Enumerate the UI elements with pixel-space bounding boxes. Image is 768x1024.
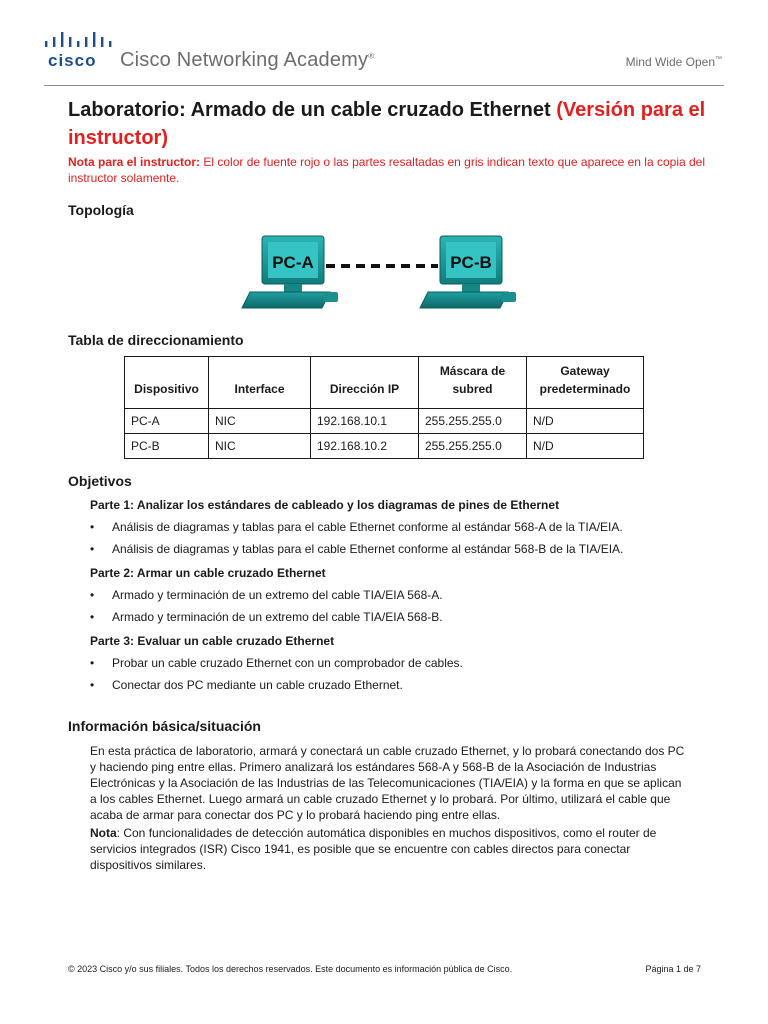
table-header: Dirección IP xyxy=(311,357,419,409)
table-header: Máscara de subred xyxy=(419,357,527,409)
table-row xyxy=(125,409,644,434)
pc-b-label: PC-B xyxy=(450,253,492,272)
table-cell: N/D xyxy=(527,409,644,434)
addressing-table xyxy=(124,356,644,459)
part-1-title: Parte 1: Analizar los estándares de cableado y los diagramas de pines de Ethernet xyxy=(90,498,560,512)
table-header: Dispositivo xyxy=(125,357,209,409)
instructor-note: Nota para el instructor: El color de fuente rojo o las partes resaltadas en gris indican texto que aparece en la copia del instructor solamente. xyxy=(68,155,706,185)
objectives-list xyxy=(90,496,710,696)
list-item: • Conectar dos PC mediante un cable cruzado Ethernet. xyxy=(90,674,710,696)
part-2-title: Parte 2: Armar un cable cruzado Ethernet xyxy=(90,566,326,580)
part-3-title: Parte 3: Evaluar un cable cruzado Ethernet xyxy=(90,634,335,648)
topology-diagram xyxy=(240,230,530,322)
table-header-row xyxy=(125,357,644,409)
list-item: • Probar un cable cruzado Ethernet con un comprobador de cables. xyxy=(90,652,710,674)
list-item: • Análisis de diagramas y tablas para el cable Ethernet conforme al estándar 568-A de la TIA/EIA. xyxy=(90,516,710,538)
table-cell: PC-B xyxy=(125,434,209,459)
cisco-wordmark: cisco xyxy=(48,51,97,70)
tagline: Mind Wide Open™ xyxy=(625,55,722,69)
page-footer xyxy=(68,964,701,974)
cisco-bars-icon xyxy=(44,30,116,50)
pc-b-icon xyxy=(420,236,516,308)
page-header xyxy=(0,0,768,88)
background-note: Nota: Con funcionalidades de detección automática disponibles en muchos dispositivos, como el router de servicios integrados (ISR) Cisco 1941, es posible que se encuentre con cables directos para conectar dispositivos similares. xyxy=(90,826,657,872)
pc-a-icon xyxy=(242,236,338,308)
background-heading: Información básica/situación xyxy=(68,718,261,734)
table-cell: NIC xyxy=(209,434,311,459)
list-item: • Armado y terminación de un extremo del cable TIA/EIA 568-A. xyxy=(90,584,710,606)
page-title: Laboratorio: Armado de un cable cruzado Ethernet (Versión para el instructor) xyxy=(68,99,706,149)
table-cell: PC-A xyxy=(125,409,209,434)
table-header: Gateway predeterminado xyxy=(527,357,644,409)
table-row xyxy=(125,434,644,459)
table-cell: 192.168.10.2 xyxy=(311,434,419,459)
list-item: • Armado y terminación de un extremo del cable TIA/EIA 568-B. xyxy=(90,606,710,628)
addressing-heading: Tabla de direccionamiento xyxy=(68,332,244,348)
table-cell: 192.168.10.1 xyxy=(311,409,419,434)
table-cell: NIC xyxy=(209,409,311,434)
academy-name: Cisco Networking Academy® xyxy=(120,49,375,71)
instructor-version-label: (Versión para el instructor) xyxy=(68,99,706,149)
header-divider xyxy=(44,85,724,86)
table-cell: N/D xyxy=(527,434,644,459)
topology-heading: Topología xyxy=(68,202,134,218)
list-item: • Análisis de diagramas y tablas para el cable Ethernet conforme al estándar 568-B de la TIA/EIA. xyxy=(90,538,710,560)
pc-a-label: PC-A xyxy=(272,253,314,272)
copyright-text: © 2023 Cisco y/o sus filiales. Todos los derechos reservados. Este documento es información pública de Cisco. xyxy=(68,964,513,974)
table-cell: 255.255.255.0 xyxy=(419,434,527,459)
table-header: Interface xyxy=(209,357,311,409)
page-number: Página 1 de 7 xyxy=(645,964,701,974)
cisco-logo xyxy=(44,30,116,70)
objectives-heading: Objetivos xyxy=(68,473,132,489)
table-cell: 255.255.255.0 xyxy=(419,409,527,434)
background-paragraph: En esta práctica de laboratorio, armará y conectará un cable cruzado Ethernet, y lo probará conectando dos PC y haciendo ping entre ellas. Primero analizará los estándares 568-A y 568-B de la Asociación de Industrias Electrónicas y la Asociación de las Industrias de las Telecomunicaciones (TIA/EIA) y la forma en que se aplican a los cables Ethernet. Luego armará un cable cruzado Ethernet y lo probará. Por último, utilizará el cable que acaba de armar para conectar dos PC y lo probará haciendo ping entre ellas. xyxy=(90,744,685,822)
